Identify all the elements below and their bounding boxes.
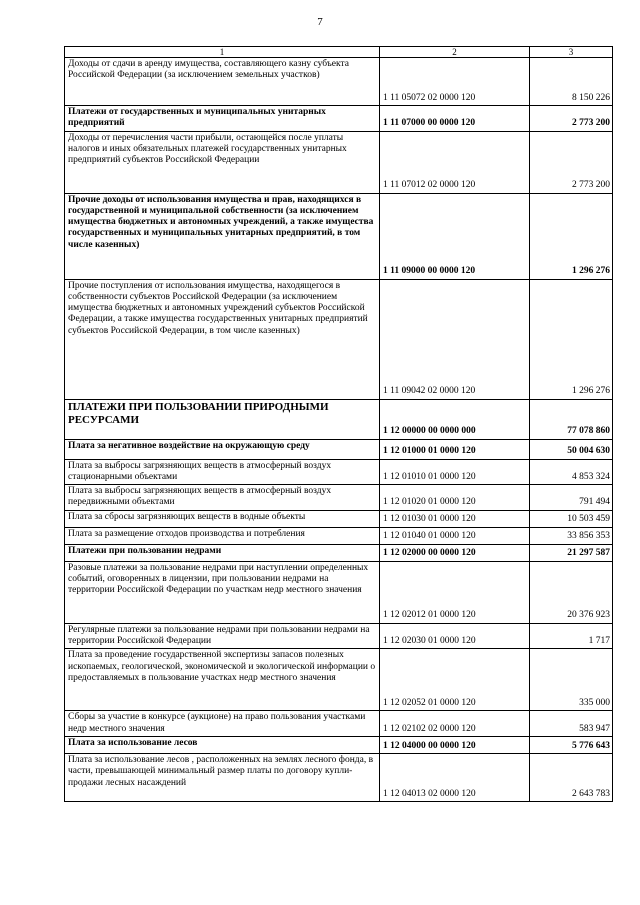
row-name: Регулярные платежи за пользование недрами при пользовании недрами на территории Российской Федерации [65, 623, 380, 649]
row-name: Платежи от государственных и муниципальных унитарных предприятий [65, 106, 380, 132]
row-code: 1 12 00000 00 0000 000 [380, 399, 530, 439]
row-amount: 8 150 226 [530, 58, 613, 106]
row-name: Платежи при пользовании недрами [65, 544, 380, 561]
row-name: Разовые платежи за пользование недрами при наступлении определенных событий, оговоренных в лицензии, при пользовании недрами на территории Российской Федерации по участкам недр местного значения [65, 561, 380, 623]
row-name: Плата за выбросы загрязняющих веществ в атмосферный воздух передвижными объектами [65, 485, 380, 511]
table-row [65, 485, 613, 511]
table-row [65, 459, 613, 485]
row-code: 1 11 09042 02 0000 120 [380, 279, 530, 399]
table-header-row [65, 47, 613, 58]
revenue-table [64, 46, 613, 802]
row-name: Доходы от перечисления части прибыли, остающейся после уплаты налогов и иных обязательных платежей государственных унитарных предприятий субъектов Российской Федерации [65, 131, 380, 193]
table-row [65, 711, 613, 737]
row-amount: 10 503 459 [530, 510, 613, 527]
column-header: 2 [380, 47, 530, 58]
table-row [65, 561, 613, 623]
row-amount: 2 773 200 [530, 106, 613, 132]
row-code: 1 12 02000 00 0000 120 [380, 544, 530, 561]
row-code: 1 12 01000 01 0000 120 [380, 439, 530, 459]
row-name: Плата за негативное воздействие на окружающую среду [65, 439, 380, 459]
row-code: 1 12 02102 02 0000 120 [380, 711, 530, 737]
row-name: Плата за использование лесов , расположенных на землях лесного фонда, в части, превышающей минимальный размер платы по договору купли-продажи лесных насаждений [65, 753, 380, 801]
row-name: Прочие поступления от использования имущества, находящегося в собственности субъектов Российской Федерации (за исключением имущества бюджетных и автономных учреждений субъектов Российской Федерации, а также имущества государственных унитарных предприятий субъектов Российской Федерации, в том числе казенных) [65, 279, 380, 399]
table-row [65, 753, 613, 801]
row-amount: 791 494 [530, 485, 613, 511]
row-code: 1 11 07000 00 0000 120 [380, 106, 530, 132]
row-amount: 20 376 923 [530, 561, 613, 623]
row-name: Плата за выбросы загрязняющих веществ в атмосферный воздух стационарными объектами [65, 459, 380, 485]
row-amount: 335 000 [530, 649, 613, 711]
row-amount: 2 643 783 [530, 753, 613, 801]
row-code: 1 12 02052 01 0000 120 [380, 649, 530, 711]
table-row [65, 58, 613, 106]
table-row [65, 106, 613, 132]
row-amount: 21 297 587 [530, 544, 613, 561]
column-header: 1 [65, 47, 380, 58]
row-name: Плата за использование лесов [65, 736, 380, 753]
row-name: Доходы от сдачи в аренду имущества, составляющего казну субъекта Российской Федерации (за исключением земельных участков) [65, 58, 380, 106]
row-name: Прочие доходы от использования имущества и прав, находящихся в государственной и муниципальной собственности (за исключением имущества бюджетных и автономных учреждений, а также имущества государственных и муниципальных унитарных предприятий, в том числе казенных) [65, 193, 380, 279]
table-row [65, 279, 613, 399]
table-row [65, 399, 613, 439]
row-code: 1 12 01030 01 0000 120 [380, 510, 530, 527]
row-name: Плата за проведение государственной экспертизы запасов полезных ископаемых, геологической, экономической и экологической информации о предоставляемых в пользование участках недр местного значения [65, 649, 380, 711]
table-row [65, 131, 613, 193]
row-amount: 50 004 630 [530, 439, 613, 459]
table-row [65, 193, 613, 279]
row-name: Плата за сбросы загрязняющих веществ в водные объекты [65, 510, 380, 527]
row-code: 1 11 05072 02 0000 120 [380, 58, 530, 106]
row-code: 1 11 09000 00 0000 120 [380, 193, 530, 279]
row-amount: 1 717 [530, 623, 613, 649]
row-code: 1 11 07012 02 0000 120 [380, 131, 530, 193]
table-row [65, 510, 613, 527]
table-row [65, 527, 613, 544]
table-row [65, 623, 613, 649]
table-row [65, 736, 613, 753]
row-amount: 4 853 324 [530, 459, 613, 485]
table-row [65, 439, 613, 459]
row-code: 1 12 01020 01 0000 120 [380, 485, 530, 511]
row-name: Сборы за участие в конкурсе (аукционе) на право пользования участками недр местного значения [65, 711, 380, 737]
row-amount: 33 856 353 [530, 527, 613, 544]
row-code: 1 12 04000 00 0000 120 [380, 736, 530, 753]
row-code: 1 12 04013 02 0000 120 [380, 753, 530, 801]
row-amount: 2 773 200 [530, 131, 613, 193]
row-name: ПЛАТЕЖИ ПРИ ПОЛЬЗОВАНИИ ПРИРОДНЫМИ РЕСУРСАМИ [65, 399, 380, 439]
row-code: 1 12 02030 01 0000 120 [380, 623, 530, 649]
row-name: Плата за размещение отходов производства и потребления [65, 527, 380, 544]
row-code: 1 12 02012 01 0000 120 [380, 561, 530, 623]
row-code: 1 12 01010 01 0000 120 [380, 459, 530, 485]
row-amount: 1 296 276 [530, 279, 613, 399]
column-header: 3 [530, 47, 613, 58]
row-amount: 583 947 [530, 711, 613, 737]
page-number: 7 [317, 16, 323, 28]
table-row [65, 649, 613, 711]
table-row [65, 544, 613, 561]
row-code: 1 12 01040 01 0000 120 [380, 527, 530, 544]
row-amount: 77 078 860 [530, 399, 613, 439]
row-amount: 5 776 643 [530, 736, 613, 753]
row-amount: 1 296 276 [530, 193, 613, 279]
